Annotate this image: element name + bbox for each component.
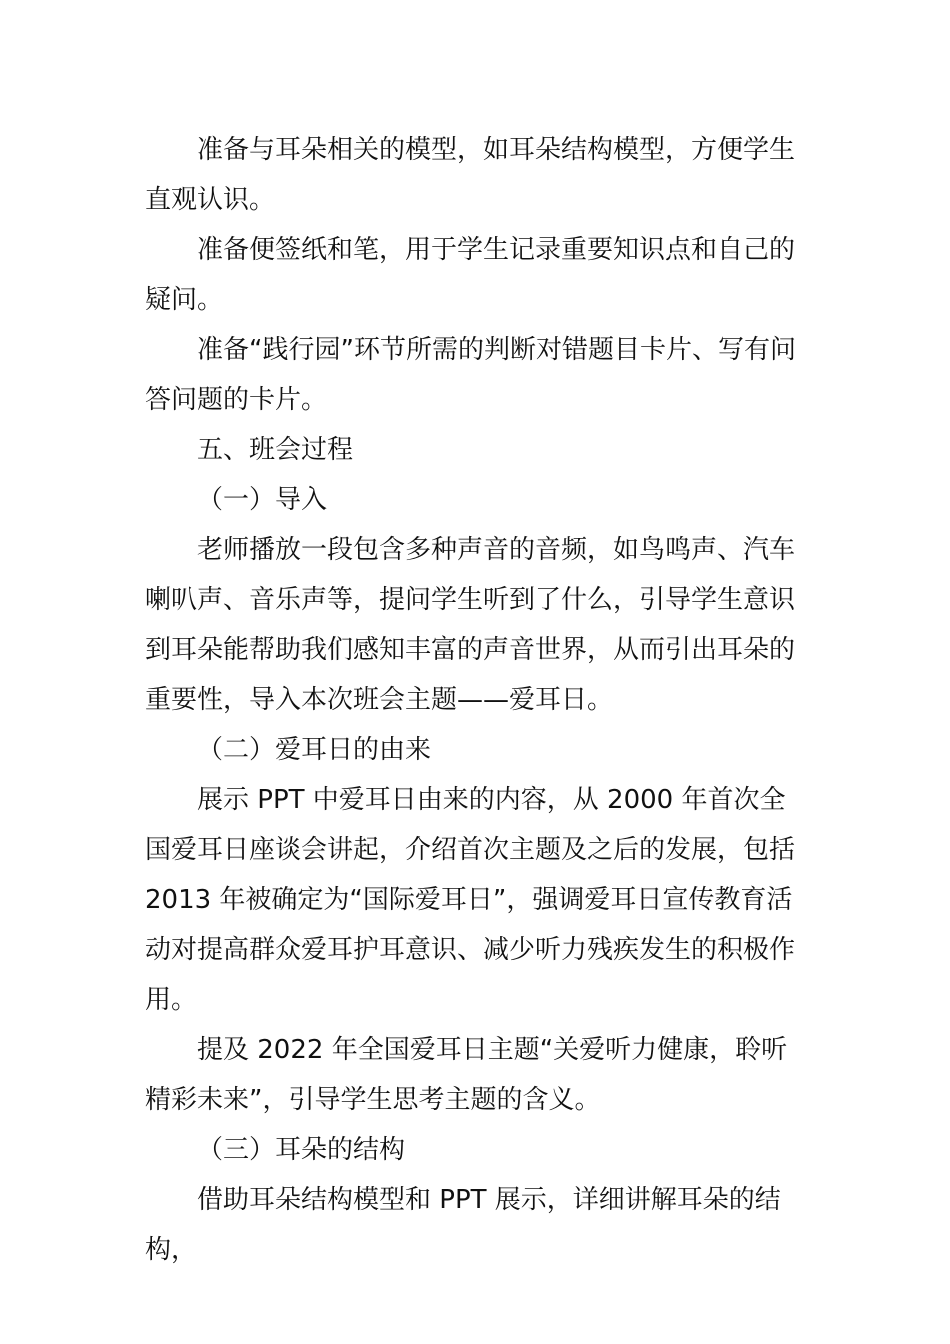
paragraph-origin: 展示 PPT 中爱耳日由来的内容，从 2000 年首次全国爱耳日座谈会讲起，介绍首次主题及之后的发展，包括 2013 年被确定为“国际爱耳日”，强调爱耳日宣传教育活动对提高群众爱耳护耳意识、减少听力残疾发生的积极作用。 bbox=[145, 785, 796, 1015]
paragraph-prepare-model: 准备与耳朵相关的模型，如耳朵结构模型，方便学生直观认识。 bbox=[145, 135, 796, 215]
paragraph-intro: 老师播放一段包含多种声音的音频，如鸟鸣声、汽车喇叭声、音乐声等，提问学生听到了什么，引导学生意识到耳朵能帮助我们感知丰富的声音世界，从而引出耳朵的重要性，导入本次班会主题——爱耳日。 bbox=[145, 535, 796, 715]
subheading-origin: （二）爱耳日的由来 bbox=[197, 735, 432, 765]
paragraph-theme-2022: 提及 2022 年全国爱耳日主题“关爱听力健康，聆听精彩未来”，引导学生思考主题的含义。 bbox=[145, 1035, 788, 1115]
subheading-intro: （一）导入 bbox=[197, 485, 328, 515]
paragraph-ear-structure: 借助耳朵结构模型和 PPT 展示，详细讲解耳朵的结构， bbox=[145, 1185, 781, 1265]
paragraph-prepare-cards: 准备“践行园”环节所需的判断对错题目卡片、写有问答问题的卡片。 bbox=[145, 335, 796, 415]
document-body bbox=[145, 125, 809, 1275]
section-heading-process: 五、班会过程 bbox=[197, 435, 354, 465]
paragraph-prepare-notes: 准备便签纸和笔，用于学生记录重要知识点和自己的疑问。 bbox=[145, 235, 796, 315]
subheading-ear-structure: （三）耳朵的结构 bbox=[197, 1135, 406, 1165]
